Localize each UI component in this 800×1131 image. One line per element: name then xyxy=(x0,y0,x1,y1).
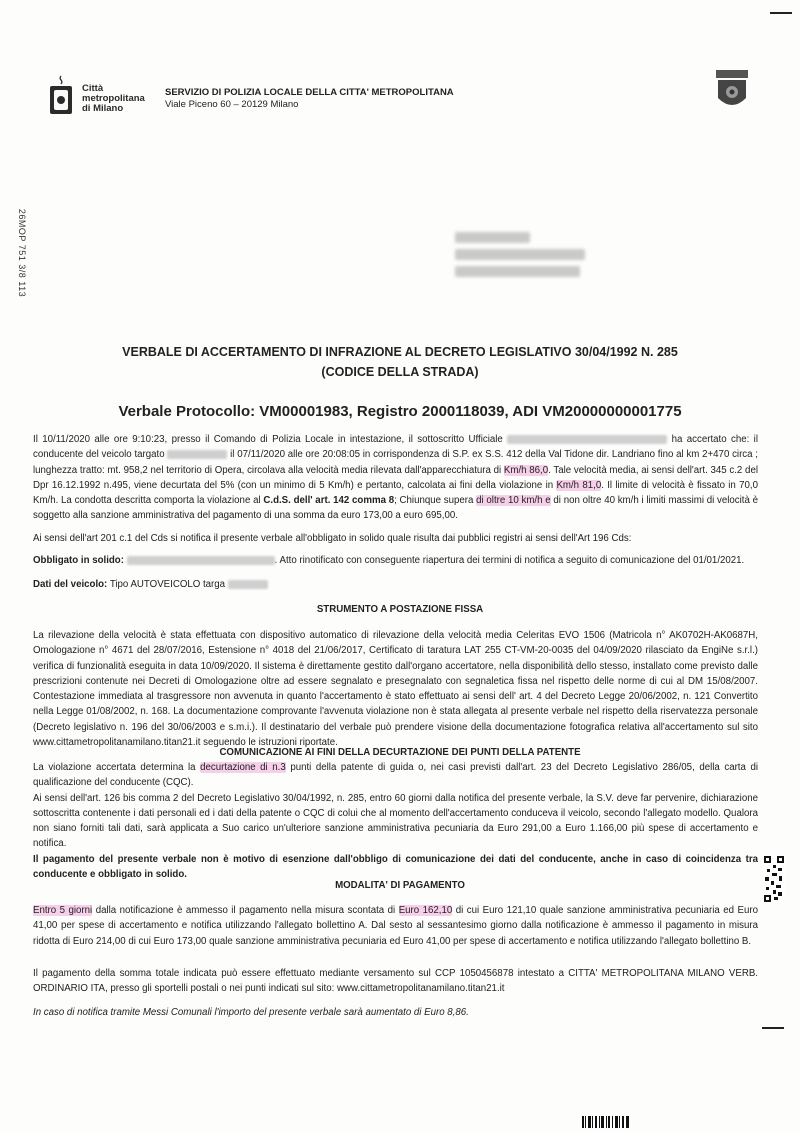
police-seal-icon xyxy=(712,68,752,114)
section-heading-comunicazione: COMUNICAZIONE AI FINI DELLA DECURTAZIONE DEI PUNTI DELLA PATENTE xyxy=(219,747,581,758)
redacted-plate xyxy=(167,450,227,459)
pagamento-text: Il pagamento della somma totale indicata può essere effettuato mediante versamento sul CCP 1050456878 intestato a CITTA' METROPOLITANA MILANO VERB. ORDINARIO ITA, presso gli sportelli postali o nei punti indicati sul sito: www.cittametropolitanamilano.titan21.it xyxy=(33,968,758,995)
intro-text: Il 10/11/2020 alle ore 9:10:23, presso il Comando di Polizia Locale in intestazione, il sottoscritto Ufficiale xyxy=(33,434,503,445)
service-name: SERVIZIO DI POLIZIA LOCALE DELLA CITTA' METROPOLITANA xyxy=(165,87,454,98)
strumento-text: La rilevazione della velocità è stata effettuata con dispositivo automatico di rilevazione della velocità media Celeritas EVO 1506 (Matricola n° AK0702H-AK0687H, Omologazione n° 4671 del 28/07/2016, Estensione n° 4018 del 21/06/2017, Certificato di taratura LAT 255 CT-VM-20-0035 del 04/09/2020 rilasciato da EngiNe s.r.l.) verifica di funzionalità eseguita in data 10/09/2020. Il sistema è direttamente gestito dall'organo accertatore, nella disponibilità dello stesso, installato come previsto dalle prescrizioni contenute nei Decreti di Omologazione oltre ad essere segnalato e presegnalato con segnaletica fissa nel rispetto delle norme di cui al DM 15/08/2007. Contestazione immediata al trasgressore non avvenuta in quanto l'accertamento è stato effettuato ai sensi dell' art. 4 del Decreto Legge 20/06/2002, n. 121 Convertito nella Legge 01/08/2002, n. 168. La documentazione comprovante l'avvenuta violazione non è stata allegata al presente verbale nel rispetto della riservatezza personale (Decreto legislativo n. 196 del 30/06/2003 e s.m.i.). Il destinatario del verbale può prendere visione della documentazione fotografica relativa all'accertamento sul sito www.cittametropolitanamilano.titan21.it seguendo le istruzioni riportate. xyxy=(33,630,758,749)
comunicazione-text: La violazione accertata determina la xyxy=(33,762,196,773)
obbligato-label: Obbligato in solido: xyxy=(33,555,124,566)
intro-text: di non oltre 40 km/h i limiti massimi di velocità è soggetto alla sanzione amministrativa del pagamento di una somma da euro 173,00 a euro 695,00. xyxy=(33,495,758,522)
pagamento-paragraph xyxy=(33,903,758,949)
scan-mark xyxy=(770,12,792,14)
intro-text: il 07/11/2020 alle ore 20:08:05 in corrispondenza di S.P. ex S.S. 412 della Val Tidone dir. Landriano fino al km 2+470 circa ; lunghezza tratto: mt. 958,2 nel territorio di Opera, circolava alla velocità media rilevata dall'apparecchiatura di xyxy=(33,449,758,476)
violation-paragraph xyxy=(33,432,758,524)
notification-paragraph xyxy=(33,531,758,546)
protocol-line: Verbale Protocollo: VM00001983, Registro 2000118039, ADI VM20000000001775 xyxy=(118,403,682,420)
highlighted-deadline: Entro 5 giorni xyxy=(33,905,93,916)
comunicazione-text: punti della patente di guida o, nei casi previsti dall'art. 23 del Decreto Legislativo 286/05, della carta di qualificazione del conducente (CQC). xyxy=(33,762,758,789)
pagamento-text: dalla notificazione è ammesso il pagamento nella misura scontata di xyxy=(95,905,396,916)
intro-text: ha accertato che: il conducente del veicolo targato xyxy=(33,434,758,461)
qr-code-icon xyxy=(763,855,785,903)
comunicazione-bold-note: Il pagamento del presente verbale non è motivo di esenzione dall'obbligo di comunicazione dei dati del conducente, anche in caso di coincidenza tra conducente e obbligato in solido. xyxy=(33,853,758,881)
pagamento-italic-note: In caso di notifica tramite Messi Comunali l'importo del presente verbale sarà aumentato di Euro 8,86. xyxy=(33,1007,469,1018)
violated-article: C.d.S. dell' art. 142 comma 8 xyxy=(263,495,395,507)
service-address: Viale Piceno 60 – 20129 Milano xyxy=(165,99,299,110)
intro-text: . Tale velocità media, ai sensi dell'art. 345 c.2 del Dpr 16.12.1992 n.495, viene decurtata del 5% (con un minimo di 5 Km/h) e pertanto, calcolata ai fini della violazione in xyxy=(33,464,758,491)
highlighted-speed: Km/h 81,0 xyxy=(556,479,602,491)
vehicle-text: Tipo AUTOVEICOLO targa xyxy=(109,579,226,590)
logo-text xyxy=(82,84,145,114)
vehicle-label: Dati del veicolo: xyxy=(33,579,108,590)
logo-line: metropolitana xyxy=(82,93,145,104)
obbligato-paragraph xyxy=(33,553,758,568)
service-header xyxy=(165,87,454,111)
comunicazione-text: Ai sensi dell'art. 126 bis comma 2 del Decreto Legislativo 30/04/1992, n. 285, entro 60 giorni dalla notifica del presente verbale, la S.V. deve far pervenire, dichiarazione sottoscritta contenente i dati personali ed i dati della patente o CQC di colui che al momento dell'accertamento conduceva il veicolo, secondo l'allegato modello. Qualora non siano forniti tali dati, sarà applicata a Suo carico un'ulteriore sanzione amministrativa pecuniaria da Euro 291,00 a Euro 1.166,00 più spese di accertamento e notifica. xyxy=(33,792,758,850)
strumento-paragraph xyxy=(33,628,758,750)
redacted-officer xyxy=(507,435,667,444)
comunicazione-paragraph xyxy=(33,760,758,882)
notification-text: Ai sensi dell'art 201 c.1 del Cds si notifica il presente verbale all'obbligato in solido quale risulta dai pubblici registri ai sensi dell'Art 196 Cds: xyxy=(33,533,632,544)
intro-text: ; Chiunque supera xyxy=(394,495,474,507)
redacted-address-line xyxy=(455,249,585,260)
redacted-address-line xyxy=(455,266,580,277)
barcode-icon xyxy=(582,1116,630,1128)
metropolitan-city-logo-icon xyxy=(48,74,74,116)
logo-line: Città xyxy=(82,83,104,94)
document-subtitle: (CODICE DELLA STRADA) xyxy=(321,365,479,379)
vehicle-paragraph xyxy=(33,577,758,592)
section-heading-pagamento: MODALITA' DI PAGAMENTO xyxy=(335,880,465,891)
highlighted-speed: Km/h 86,0 xyxy=(503,464,549,476)
highlighted-threshold: di oltre 10 km/h e xyxy=(476,495,551,507)
redacted-obbligato xyxy=(127,556,275,565)
logo-line: di Milano xyxy=(82,103,124,114)
section-heading-strumento: STRUMENTO A POSTAZIONE FISSA xyxy=(316,604,484,615)
pagamento-text: di cui Euro 121,10 quale sanzione amministrativa pecuniaria ed Euro 41,00 per spese di accertamento e notifica utilizzando l'allegato bollettino A. Dal sesto al sessantesimo giorno dalla notificazione è ammesso il pagamento in misura ridotta di Euro 214,00 di cui Euro 173,00 quale sanzione amministrativa pecuniaria ed Euro 41,00 per spese di accertamento e notifica utilizzando l'allegato bollettino B. xyxy=(33,905,758,947)
document-title: VERBALE DI ACCERTAMENTO DI INFRAZIONE AL DECRETO LEGISLATIVO 30/04/1992 N. 285 xyxy=(122,345,678,359)
highlighted-amount: Euro 162,10 xyxy=(398,905,453,916)
redacted-address-line xyxy=(455,232,530,243)
obbligato-text: . Atto rinotificato con conseguente riapertura dei termini di notifica a seguito di comunicazione del 01/01/2021. xyxy=(274,555,745,566)
pagamento-note-paragraph xyxy=(33,1005,758,1020)
redacted-plate xyxy=(228,580,268,589)
intro-text: . Il limite di velocità è fissato in 70,0 Km/h. La condotta descritta comporta la violazione al xyxy=(33,479,758,507)
scan-mark xyxy=(762,1027,784,1029)
pagamento-ccp-paragraph xyxy=(33,966,758,997)
side-code: 26MOP 751 3/8 113 xyxy=(17,208,28,298)
highlighted-points: decurtazione di n.3 xyxy=(200,762,286,773)
